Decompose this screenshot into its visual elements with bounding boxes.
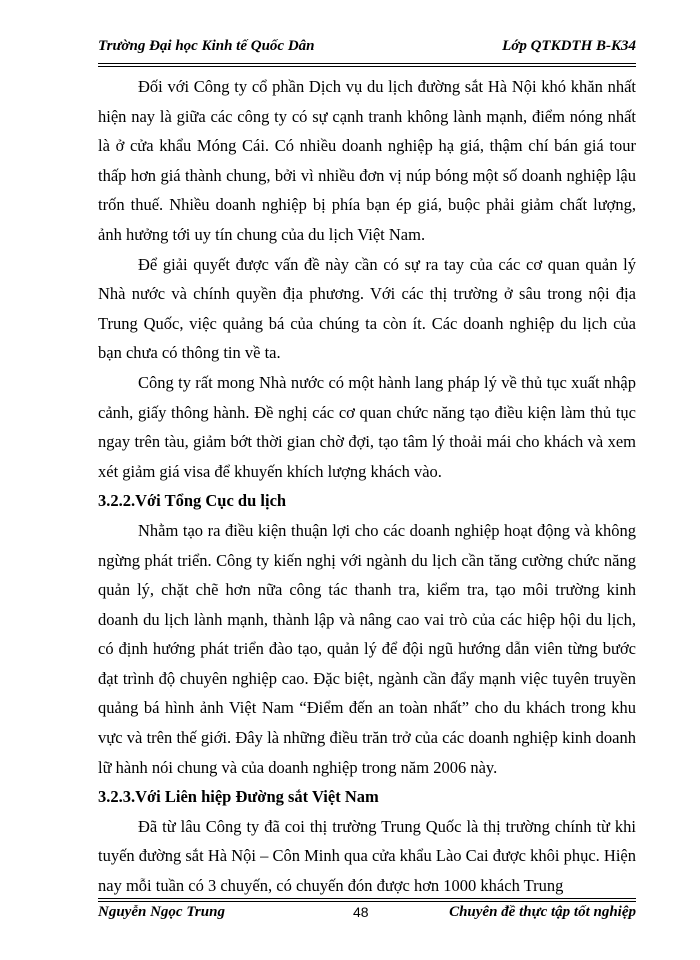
paragraph-legal-request: Công ty rất mong Nhà nước có một hành lang pháp lý về thủ tục xuất nhập cảnh, giấy thông hành. Đề nghị các cơ quan chức năng tạo điều kiện làm thủ tục ngay trên tàu, giảm bớt thời gian chờ đợi, tạo tâm lý thoải mái cho khách và xem xét giảm giá visa để khuyến khích lượng khách vào.	[98, 372, 636, 481]
paragraph-solution: Để giải quyết được vấn đề này cần có sự ra tay của các cơ quan quản lý Nhà nước và chính quyền địa phương. Với các thị trường ở sâu trong nội địa Trung Quốc, việc quảng bá của chúng ta còn ít. Các doanh nghiệp du lịch của bạn chưa có thông tin về ta.	[98, 254, 636, 363]
paragraph-tourism-recommendation: Nhằm tạo ra điều kiện thuận lợi cho các doanh nghiệp hoạt động và không ngừng phát triển. Công ty kiến nghị với ngành du lịch cần tăng cường chức năng quản lý, chặt chẽ hơn nữa công tác thanh tra, kiểm tra, tạo môi trường kinh doanh du lịch lành mạnh, thành lập và nâng cao vai trò của các hiệp hội du lịch, có định hướng phát triển đào tạo, quản lý để đội ngũ hướng dẫn viên từng bước đạt trình độ chuyên nghiệp cao. Đặc biệt, ngành cần đẩy mạnh việc tuyên truyền quảng bá hình ảnh Việt Nam “Điểm đến an toàn nhất” cho du khách trong khu vực và trên thế giới. Đây là những điều trăn trở của các doanh nghiệp kinh doanh lữ hành nói chung và của doanh nghiệp trong năm 2006 này.	[98, 520, 636, 777]
page-number: 48	[353, 904, 369, 920]
section-heading-railway-union: 3.2.3.Với Liên hiệp Đường sắt Việt Nam	[98, 787, 379, 807]
paragraph-railway: Đã từ lâu Công ty đã coi thị trường Trung Quốc là thị trường chính từ khi tuyến đường sắt Hà Nội – Côn Minh qua cửa khẩu Lào Cai được khôi phục. Hiện nay mỗi tuần có 3 chuyến, có chuyến đón được hơn 1000 khách Trung	[98, 816, 636, 896]
header-rule	[98, 63, 636, 64]
footer-title: Chuyên đề thực tập tốt nghiệp	[449, 904, 636, 920]
page-footer	[98, 904, 636, 926]
header-rule-double	[98, 66, 636, 67]
header-school: Trường Đại học Kinh tế Quốc Dân	[98, 38, 315, 54]
footer-rule	[98, 898, 636, 899]
header-class: Lớp QTKDTH B-K34	[502, 38, 636, 54]
paragraph-competition: Đối với Công ty cổ phần Dịch vụ du lịch đường sắt Hà Nội khó khăn nhất hiện nay là giữa các công ty có sự cạnh tranh không lành mạnh, điểm nóng nhất là ở cửa khẩu Móng Cái. Có nhiều doanh nghiệp hạ giá, thậm chí bán giá tour thấp hơn giá thành chung, bởi vì nhiều đơn vị núp bóng một số doanh nghiệp lậu trốn thuế. Nhiều doanh nghiệp bị phía bạn ép giá, buộc phải giảm chất lượng, ảnh hưởng tới uy tín chung của du lịch Việt Nam.	[98, 77, 636, 244]
footer-rule-double	[98, 901, 636, 902]
page-header	[98, 38, 636, 62]
footer-author: Nguyễn Ngọc Trung	[98, 904, 225, 920]
section-heading-tourism-administration: 3.2.2.Với Tổng Cục du lịch	[98, 491, 287, 511]
document-body	[98, 72, 636, 901]
